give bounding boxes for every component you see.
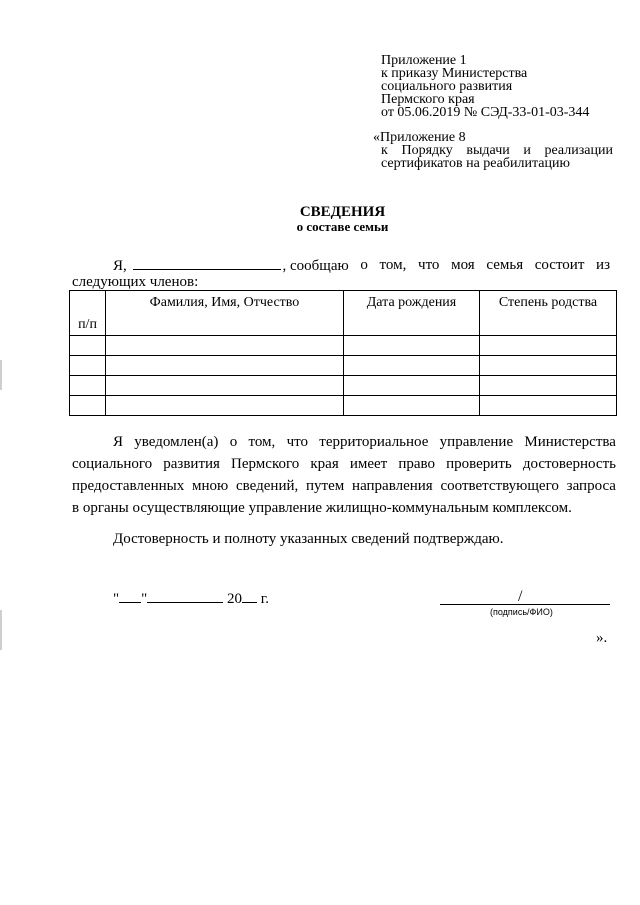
table-row bbox=[70, 396, 617, 416]
word: края bbox=[310, 456, 339, 472]
quote-open: " bbox=[113, 591, 120, 607]
column-header-name: Фамилия, Имя, Отчество bbox=[106, 291, 344, 336]
word: Пермского bbox=[231, 456, 300, 472]
word: к bbox=[381, 143, 388, 158]
appendix-line: Пермского края bbox=[381, 92, 475, 107]
word: уведомлен(а) bbox=[134, 434, 219, 450]
notice-line bbox=[72, 453, 616, 475]
table-cell[interactable] bbox=[480, 396, 617, 416]
table-cell[interactable] bbox=[106, 396, 344, 416]
table-row bbox=[70, 356, 617, 376]
statement-line bbox=[113, 257, 610, 274]
appendix-line: от 05.06.2019 № СЭД-33-01-03-344 bbox=[381, 105, 590, 120]
appendix-line: к приказу Министерства bbox=[381, 66, 528, 81]
closing-quote: ». bbox=[596, 630, 608, 646]
notice-line: в органы осуществляющие управление жилищно-коммунальным комплексом. bbox=[72, 500, 572, 516]
word: управление bbox=[439, 434, 514, 450]
quote-close: " bbox=[141, 591, 148, 607]
table-cell[interactable] bbox=[106, 336, 344, 356]
signature-separator: / bbox=[518, 588, 523, 605]
appendix-header bbox=[381, 54, 589, 119]
word: о bbox=[360, 257, 368, 273]
word: развития bbox=[163, 456, 220, 472]
word: территориальное bbox=[319, 434, 429, 450]
table-cell[interactable] bbox=[480, 356, 617, 376]
word: предоставленных bbox=[72, 478, 185, 494]
word: имеет bbox=[349, 456, 388, 472]
table-cell[interactable] bbox=[480, 376, 617, 396]
word: и bbox=[523, 143, 531, 158]
word: соответствующего bbox=[440, 478, 559, 494]
year-blank-field[interactable] bbox=[242, 590, 257, 603]
statement-pronoun: Я, bbox=[113, 258, 127, 274]
word: выдачи bbox=[466, 143, 510, 158]
table-cell[interactable] bbox=[70, 376, 106, 396]
table-cell[interactable] bbox=[70, 356, 106, 376]
appendix-line: социального развития bbox=[381, 79, 513, 94]
word: Я bbox=[113, 434, 124, 450]
year-suffix: г. bbox=[257, 591, 269, 607]
word: семья bbox=[486, 257, 524, 273]
word: что bbox=[418, 257, 440, 273]
word: направления bbox=[352, 478, 433, 494]
table-row bbox=[70, 336, 617, 356]
table-cell[interactable] bbox=[480, 336, 617, 356]
table-cell[interactable] bbox=[70, 336, 106, 356]
word: из bbox=[596, 257, 610, 273]
word: сведений, bbox=[236, 478, 299, 494]
scan-edge-mark bbox=[0, 360, 2, 390]
document-subtitle: о составе семьи bbox=[296, 219, 389, 234]
appendix8-header bbox=[373, 131, 613, 170]
table-cell[interactable] bbox=[344, 376, 480, 396]
appendix-line: Приложение 1 bbox=[381, 53, 467, 68]
date-field bbox=[113, 590, 269, 607]
word: путем bbox=[306, 478, 345, 494]
word: проверить bbox=[446, 456, 512, 472]
column-header-number: п/п bbox=[70, 291, 106, 336]
statement-start bbox=[113, 257, 349, 274]
appendix8-line1: «Приложение 8 bbox=[373, 130, 466, 145]
notice-line bbox=[72, 431, 616, 453]
table-row bbox=[70, 376, 617, 396]
word: запроса bbox=[566, 478, 616, 494]
word: , сообщаю bbox=[282, 258, 349, 274]
table-header-row bbox=[70, 291, 617, 336]
word: том, bbox=[248, 434, 276, 450]
word: моя bbox=[451, 257, 475, 273]
name-blank-field[interactable] bbox=[133, 257, 281, 270]
word: Министерства bbox=[524, 434, 616, 450]
word: достоверность bbox=[522, 456, 616, 472]
day-blank-field[interactable] bbox=[119, 590, 141, 603]
word: социального bbox=[72, 456, 153, 472]
table-cell[interactable] bbox=[344, 396, 480, 416]
column-header-birthdate: Дата рождения bbox=[344, 291, 480, 336]
table-cell[interactable] bbox=[106, 356, 344, 376]
word: Порядку bbox=[401, 143, 453, 158]
family-members-table bbox=[69, 290, 617, 416]
table-cell[interactable] bbox=[344, 336, 480, 356]
word: реализации bbox=[544, 143, 613, 158]
word: состоит bbox=[534, 257, 585, 273]
appendix8-line3: сертификатов на реабилитацию bbox=[381, 156, 570, 171]
table-cell[interactable] bbox=[70, 396, 106, 416]
year-prefix: 20 bbox=[227, 591, 242, 607]
word: о bbox=[229, 434, 238, 450]
table-cell[interactable] bbox=[344, 356, 480, 376]
scan-edge-mark bbox=[0, 610, 2, 650]
document-title: СВЕДЕНИЯ bbox=[299, 204, 386, 220]
confirmation-text: Достоверность и полноту указанных сведений подтверждаю. bbox=[113, 531, 504, 547]
word: том, bbox=[379, 257, 407, 273]
word: мною bbox=[192, 478, 229, 494]
signature-caption: (подпись/ФИО) bbox=[490, 607, 553, 617]
statement-continuation: следующих членов: bbox=[72, 274, 199, 290]
column-header-relation: Степень родства bbox=[480, 291, 617, 336]
month-blank-field[interactable] bbox=[147, 590, 223, 603]
word: право bbox=[398, 456, 436, 472]
word: что bbox=[286, 434, 308, 450]
notice-line bbox=[72, 475, 616, 497]
table-cell[interactable] bbox=[106, 376, 344, 396]
notice-paragraph bbox=[72, 431, 616, 519]
signature-blank-field[interactable] bbox=[440, 591, 610, 605]
